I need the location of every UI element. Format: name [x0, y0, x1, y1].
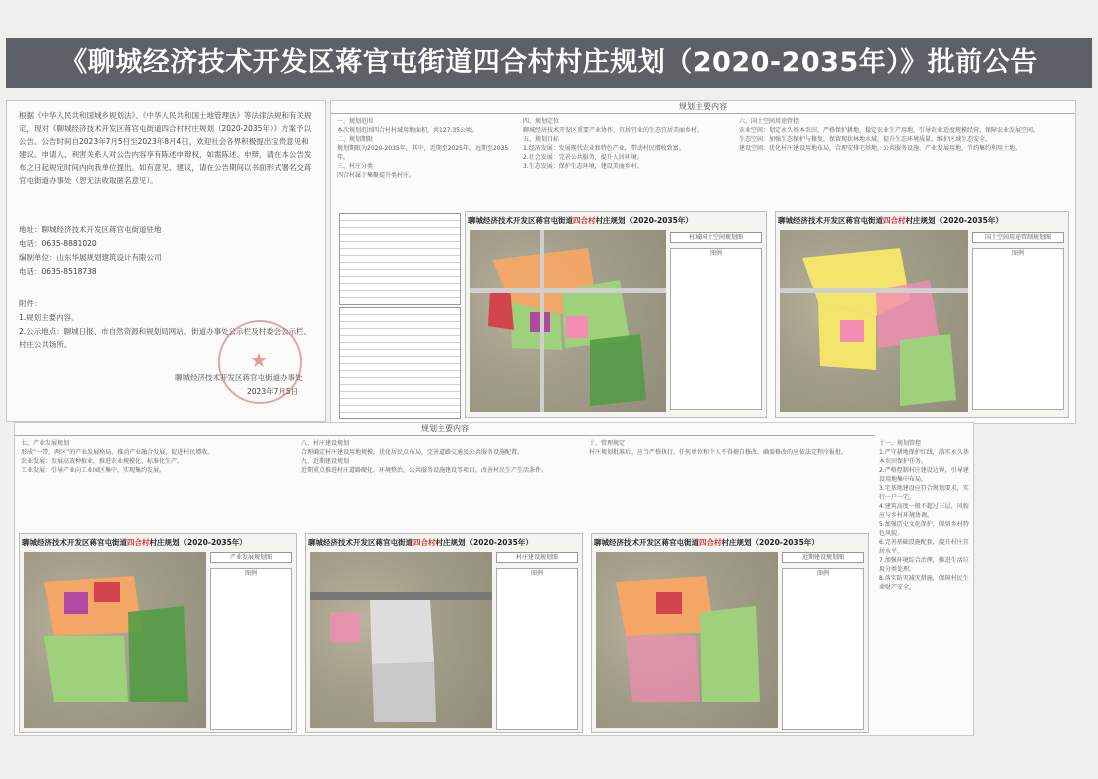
bottom-col3-line: 十、管理规定	[589, 440, 626, 447]
legend-table	[496, 568, 578, 730]
top-col1-line: 规划期限为2020-2035年，其中，近期至2025年，远期至2035年。	[337, 145, 509, 161]
phone-line-1: 电话：0635-8881020	[19, 239, 97, 248]
top-col1-line: 四合村属于集聚提升类村庄。	[337, 172, 416, 179]
top-col1-line: 三、村庄分类	[337, 163, 374, 170]
legend-title: 图例	[244, 570, 257, 577]
seal-star-icon: ★	[250, 348, 268, 372]
bottom-col-2	[301, 439, 581, 475]
bottom-col4-line: 1.严守耕地保护红线，落实永久基本农田保护任务。	[879, 449, 969, 465]
legend-title: 图例	[816, 570, 829, 577]
top-col-1	[337, 117, 517, 180]
legend-title: 图例	[1011, 250, 1024, 257]
industry-plan-map	[19, 533, 297, 733]
map-title: 聊城经济技术开发区蒋官屯街道四合村村庄规划（2020-2035年）	[594, 538, 819, 547]
top-col-2	[523, 117, 733, 171]
industry-plan	[24, 552, 206, 728]
phone-line-2: 电话：0635-8518738	[19, 267, 97, 276]
land-use-plan	[470, 230, 666, 412]
top-col1-line: 二、规划期限	[337, 136, 374, 143]
bottom-col-4	[879, 439, 969, 592]
bottom-col4-line: 6.完善基础设施配套，提升村庄宜居水平。	[879, 539, 969, 555]
bottom-col-3	[589, 439, 869, 457]
top-col1-line: 一、规划范围	[337, 118, 374, 125]
bottom-section-title: 规划主要内容	[15, 423, 875, 436]
bottom-col2-line: 九、近期建设规划	[301, 458, 350, 465]
legend-table	[782, 568, 864, 730]
attachment-item-1: 1.规划主要内容。	[19, 313, 79, 322]
top-section-title: 规划主要内容	[331, 101, 1075, 114]
bottom-col1-line: 形成“一带、两区”的产业发展格局，推动产业融合发展，促进村民增收。	[21, 449, 214, 456]
bottom-col2-line: 八、村庄建设规划	[301, 440, 350, 447]
attachment-item-2: 2.公示地点：聊城日报、市自然资源和规划局网站、街道办事处公示栏及村委会公示栏、村庄公共场所。	[19, 327, 312, 349]
legend-title: 图例	[530, 570, 543, 577]
bottom-col1-line: 七、产业发展规划	[21, 440, 70, 447]
top-col3-line: 建设空间：优化村庄建设用地布局，合理安排宅基地、公共服务设施、产业发展用地，节约集约利用土地。	[739, 145, 1022, 152]
official-seal	[218, 320, 302, 404]
map-caption: 村庄建设规划图	[496, 552, 578, 563]
construction-plan	[310, 552, 492, 728]
date: 2023年7月5日	[247, 387, 299, 396]
bottom-content-panel	[14, 422, 974, 736]
bottom-col-1	[21, 439, 293, 475]
top-col2-line: 2.社会发展：完善公共服务，提升人居环境。	[523, 154, 643, 161]
bottom-col2-line: 近期重点推进村庄道路硬化、环境整治、公共服务设施建设等项目，改善村民生产生活条件。	[301, 467, 548, 474]
address-line: 地址：聊城经济技术开发区蒋官屯街道驻地	[19, 225, 162, 234]
top-col2-line: 五、规划目标	[523, 136, 560, 143]
map-caption: 村域国土空间规划图	[670, 232, 762, 243]
top-col2-line: 3.生态发展：保护生态环境，建设美丽乡村。	[523, 163, 643, 170]
map-caption: 产业发展规划图	[210, 552, 292, 563]
top-col-3	[739, 117, 1069, 153]
page-title: 《聊城经济技术开发区蒋官屯街道四合村村庄规划（2020-2035年）》批前公告	[6, 38, 1092, 88]
top-col3-line: 农业空间：划定永久基本农田，严格保护耕地，稳定农业生产用地，引导农业适度规模经营，保障农业发展空间。	[739, 127, 1040, 134]
top-col2-line: 1.经济发展：发展现代农业和特色产业，带动村民增收致富。	[523, 145, 685, 152]
top-content-panel	[330, 100, 1076, 424]
map-title: 聊城经济技术开发区蒋官屯街道四合村村庄规划（2020-2035年）	[778, 216, 1003, 225]
top-col1-line: 本次规划范围四合村村域用地面积，共127.35公顷。	[337, 127, 478, 134]
bottom-col4-line: 4.建筑高度一般不超过三层，风貌应与乡村环境协调。	[879, 503, 969, 519]
bottom-col4-line: 8.落实防灾减灾措施，保障村民生命财产安全。	[879, 575, 969, 591]
bottom-col3-line: 村庄规划批准后，应当严格执行，任何单位和个人不得擅自修改，确需修改的应依法定程序报批。	[589, 449, 848, 456]
land-use-table	[339, 213, 461, 305]
legend-title: 图例	[709, 250, 722, 257]
attachment-heading: 附件：	[19, 299, 42, 308]
map-title: 聊城经济技术开发区蒋官屯街道四合村村庄规划（2020-2035年）	[22, 538, 247, 547]
bottom-col4-line: 2.严格控制村庄建设边界，引导建设用地集中布局。	[879, 467, 969, 483]
map-title: 聊城经济技术开发区蒋官屯街道四合村村庄规划（2020-2035年）	[468, 216, 693, 225]
near-term-plan	[596, 552, 778, 728]
signature: 聊城经济技术开发区蒋官屯街道办事处	[175, 373, 303, 382]
top-col2-line: 聊城经济技术开发区重要产业协作、宜居宜业的生态宜居美丽乡村。	[523, 127, 704, 134]
village-land-use-map	[465, 211, 767, 418]
top-col3-line: 生态空间：加强生态保护与修复，保留现状林地水域，提升生态环境质量，维护区域生态安全。	[739, 136, 992, 143]
bottom-col4-line: 3.宅基地建设应符合规划要求，实行一户一宅。	[879, 485, 969, 501]
map-caption: 近期建设规划图	[782, 552, 864, 563]
compiler-line: 编制单位：山东华展规划建筑设计有限公司	[19, 253, 162, 262]
bottom-col1-line: 农业发展：发展高效种植业，推进农业规模化、标准化生产。	[21, 458, 184, 465]
map-title: 聊城经济技术开发区蒋官屯街道四合村村庄规划（2020-2035年）	[308, 538, 533, 547]
bottom-col4-line: 5.加强历史文化保护，保留乡村特色风貌。	[879, 521, 969, 537]
map-caption: 国土空间用途管制规划图	[972, 232, 1064, 243]
land-use-control-map	[775, 211, 1069, 418]
announcement-body: 根据《中华人民共和国城乡规划法》、《中华人民共和国土地管理法》等法律法规和有关规定，现对《聊城经济技术开发区蒋官屯街道四合村村庄规划（2020-2035年）》方案予以公告。公告时间自2023年7月5日至2023年8月4日，欢迎社会各界积极提出宝贵意见和建议。申请人、利害关系人对公告内容享有陈述申辩权，如需陈述、申辩，请在本公告发布之日起规定时间内向我单位提出。如有意见、建议，请在公告期间以书面形式署名交蒋官屯街道办事处（恕无法收取匿名意见）。	[19, 111, 312, 185]
bottom-col4-line: 十一、规划管控	[879, 440, 922, 447]
bottom-col1-line: 工业发展：引导产业向工业园区集中，实现集约发展。	[21, 467, 166, 474]
control-plan	[780, 230, 968, 412]
legend-table	[210, 568, 292, 730]
top-col3-line: 六、国土空间用途管控	[739, 118, 800, 125]
top-col2-line: 四、规划定位	[523, 118, 560, 125]
bottom-col2-line: 合理确定村庄建设用地规模，优化居民点布局，完善道路交通及公共服务设施配置。	[301, 449, 524, 456]
bottom-col4-line: 7.加强环境综合治理，推进生活垃圾分类处理。	[879, 557, 969, 573]
legend-table	[972, 248, 1064, 410]
planning-index-table	[339, 307, 461, 419]
village-construction-map	[305, 533, 583, 733]
near-term-construction-map	[591, 533, 869, 733]
legend-table	[670, 248, 762, 410]
